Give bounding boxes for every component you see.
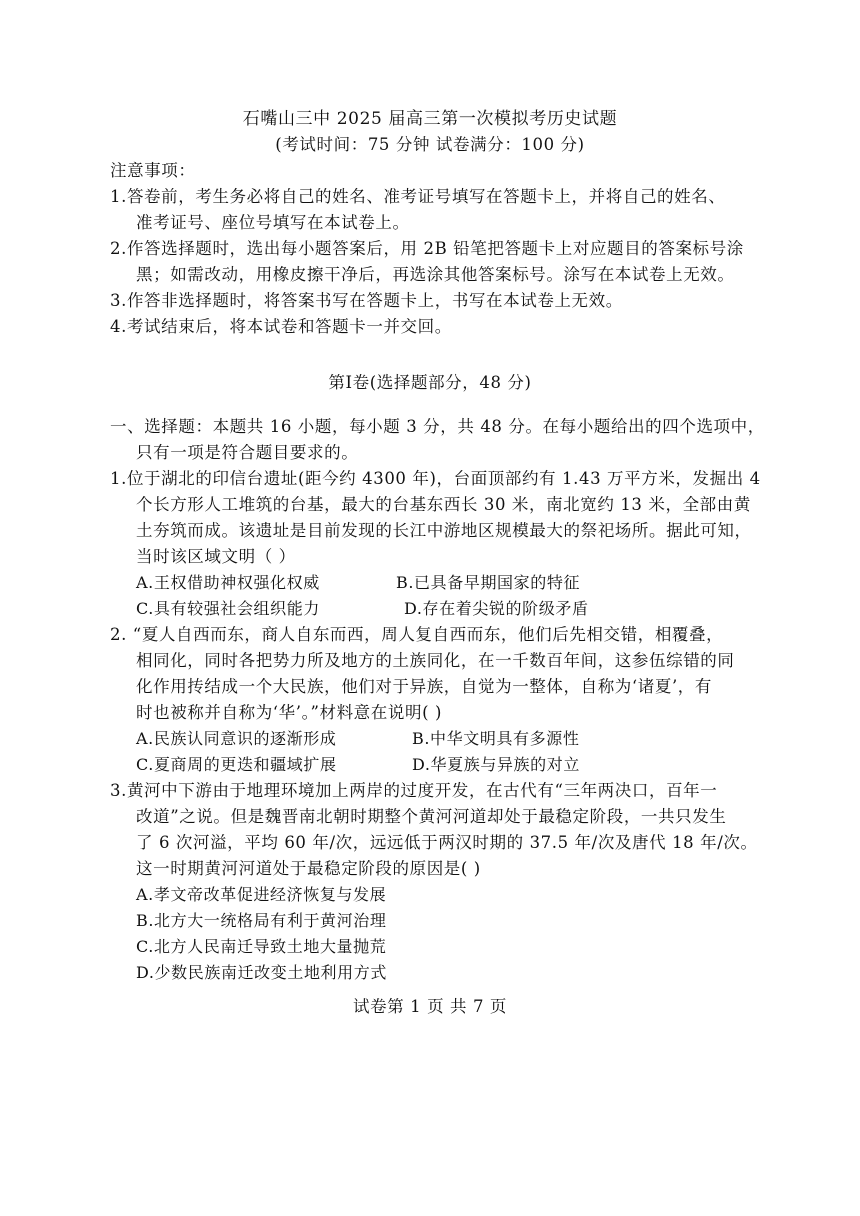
- notice-item: 4.考试结束后，将本试卷和答题卡一并交回。: [110, 317, 452, 336]
- question-2-stem: 2. “夏人自西而东，商人自东而西，周人复自西而东，他们后先相交错，相覆叠，: [110, 625, 724, 644]
- question-1-stem: 1.位于湖北的印信台遗址(距今约 4300 年)，台面顶部约有 1.43 万平方米，发掘出 4: [110, 469, 761, 488]
- notice-item-continued: 黑；如需改动，用橡皮擦干净后，再选涂其他答案标号。涂写在本试卷上无效。: [136, 265, 735, 284]
- question-3-stem: 这一时期黄河河道处于最稳定阶段的原因是( ): [136, 859, 481, 878]
- question-2-option-c: C.夏商周的更迭和疆域扩展: [136, 755, 337, 774]
- question-3-option-c: C.北方人民南迁导致土地大量抛荒: [136, 937, 387, 956]
- exam-subtitle: (考试时间：75 分钟 试卷满分：100 分): [275, 135, 585, 154]
- question-1-option-c: C.具有较强社会组织能力: [136, 599, 320, 618]
- question-1-stem: 当时该区域文明（ ）: [136, 547, 296, 566]
- question-1-option-d: D.存在着尖锐的阶级矛盾: [404, 599, 589, 618]
- question-1-stem: 土夯筑而成。该遗址是目前发现的长江中游地区规模最大的祭祀场所。据此可知，: [136, 521, 752, 540]
- question-3-stem: 改道”之说。但是魏晋南北朝时期整个黄河河道却处于最稳定阶段，一共只发生: [136, 807, 727, 826]
- notice-item: 3.作答非选择题时，将答案书写在答题卡上，书写在本试卷上无效。: [110, 291, 623, 310]
- section-intro: 一、选择题：本题共 16 小题，每小题 3 分，共 48 分。在每小题给出的四个选项中，: [110, 417, 765, 436]
- notice-item-continued: 准考证号、座位号填写在本试卷上。: [136, 213, 410, 232]
- question-2-stem: 时也被称并自称为‘华’。”材料意在说明( ): [136, 703, 442, 722]
- question-3-option-b: B.北方大一统格局有利于黄河治理: [136, 911, 387, 930]
- question-2-option-b: B.中华文明具有多源性: [412, 729, 580, 748]
- question-2-option-d: D.华夏族与异族的对立: [412, 755, 580, 774]
- section-intro-continued: 只有一项是符合题目要求的。: [136, 443, 359, 462]
- notice-heading: 注意事项：: [110, 161, 196, 180]
- question-1-option-a: A.王权借助神权强化权威: [136, 573, 320, 592]
- question-1-option-b: B.已具备早期国家的特征: [396, 573, 581, 592]
- section-title: 第Ⅰ卷(选择题部分，48 分): [328, 373, 532, 392]
- page-footer: 试卷第 1 页 共 7 页: [352, 997, 508, 1016]
- notice-item: 1.答卷前，考生务必将自己的姓名、准考证号填写在答题卡上，并将自己的姓名、: [110, 187, 726, 206]
- question-3-stem: 3.黄河中下游由于地理环境加上两岸的过度开发，在古代有“三年两决口，百年一: [110, 781, 718, 800]
- question-2-stem: 相同化，同时各把势力所及地方的土族同化，在一千数百年间，这参伍综错的同: [136, 651, 735, 670]
- question-3-stem: 了 6 次河溢，平均 60 年/次，远远低于两汉时期的 37.5 年/次及唐代 18 年/次。: [136, 833, 758, 852]
- question-2-option-a: A.民族认同意识的逐渐形成: [136, 729, 337, 748]
- notice-item: 2.作答选择题时，选出每小题答案后，用 2B 铅笔把答题卡上对应题目的答案标号涂: [110, 239, 744, 258]
- question-2-stem: 化作用抟结成一个大民族，他们对于异族，自觉为一整体，自称为‘诸夏’，有: [136, 677, 712, 696]
- question-3-option-d: D.少数民族南迁改变土地利用方式: [136, 963, 387, 982]
- question-1-stem: 个长方形人工堆筑的台基，最大的台基东西长 30 米，南北宽约 13 米，全部由黄: [136, 495, 751, 514]
- exam-title: 石嘴山三中 2025 届高三第一次模拟考历史试题: [242, 109, 618, 129]
- question-3-option-a: A.孝文帝改革促进经济恢复与发展: [136, 885, 387, 904]
